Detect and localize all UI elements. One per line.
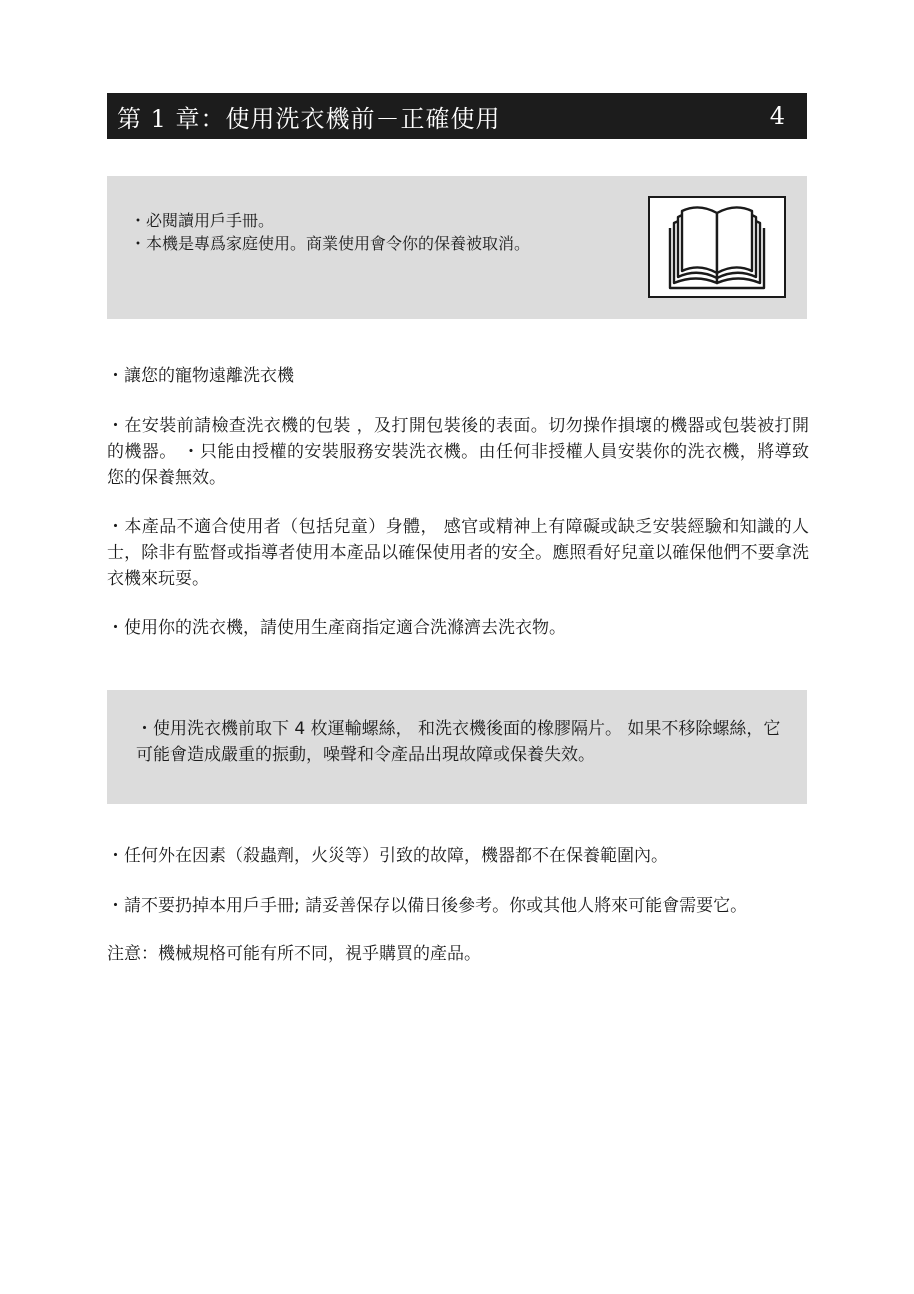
warning-box xyxy=(107,690,807,804)
paragraph-pets: ・讓您的寵物遠離洗衣機 xyxy=(107,366,294,386)
notice-line-read-manual: ・必閱讀用戶手冊。 xyxy=(130,211,275,230)
paragraph-note-specs: 注意：機械規格可能有所不同，視乎購買的產品。 xyxy=(107,944,481,964)
open-book-icon xyxy=(648,196,786,298)
paragraph-external-factors: ・任何外在因素（殺蟲劑，火災等）引致的故障，機器都不在保養範圍內。 xyxy=(107,846,668,866)
notice-line-household-use: ・本機是專爲家庭使用。商業使用會令你的保養被取消。 xyxy=(130,234,531,253)
page-number: 4 xyxy=(769,102,785,130)
paragraph-keep-manual: ・請不要扔掉本用戶手冊; 請妥善保存以備日後參考。你或其他人將來可能會需要它。 xyxy=(107,896,748,916)
chapter-title: 第 1 章：使用洗衣機前－正確使用 xyxy=(117,104,501,133)
chapter-header xyxy=(107,93,807,139)
paragraph-supervision: ・本產品不適合使用者（包括兒童）身體， 感官或精神上有障礙或缺乏安裝經驗和知識的人士，除非有監督或指導者使用本產品以確保使用者的安全。應照看好兒童以確保他們不要拿洗衣機來玩耍。 xyxy=(107,517,809,589)
paragraph-detergent: ・使用你的洗衣機，請使用生產商指定適合洗滌濟去洗衣物。 xyxy=(107,618,566,638)
warning-text: ・使用洗衣機前取下 4 枚運輸螺絲， 和洗衣機後面的橡膠隔片。 如果不移除螺絲，它可能會造成嚴重的振動，噪聲和令產品出現故障或保養失效。 xyxy=(136,719,781,765)
paragraph-installation: ・在安裝前請檢查洗衣機的包裝 ，及打開包裝後的表面。切勿操作損壞的機器或包裝被打開的機器。 ・只能由授權的安裝服務安裝洗衣機。由任何非授權人員安裝你的洗衣機，將導致您的保養無效。 xyxy=(107,416,809,488)
